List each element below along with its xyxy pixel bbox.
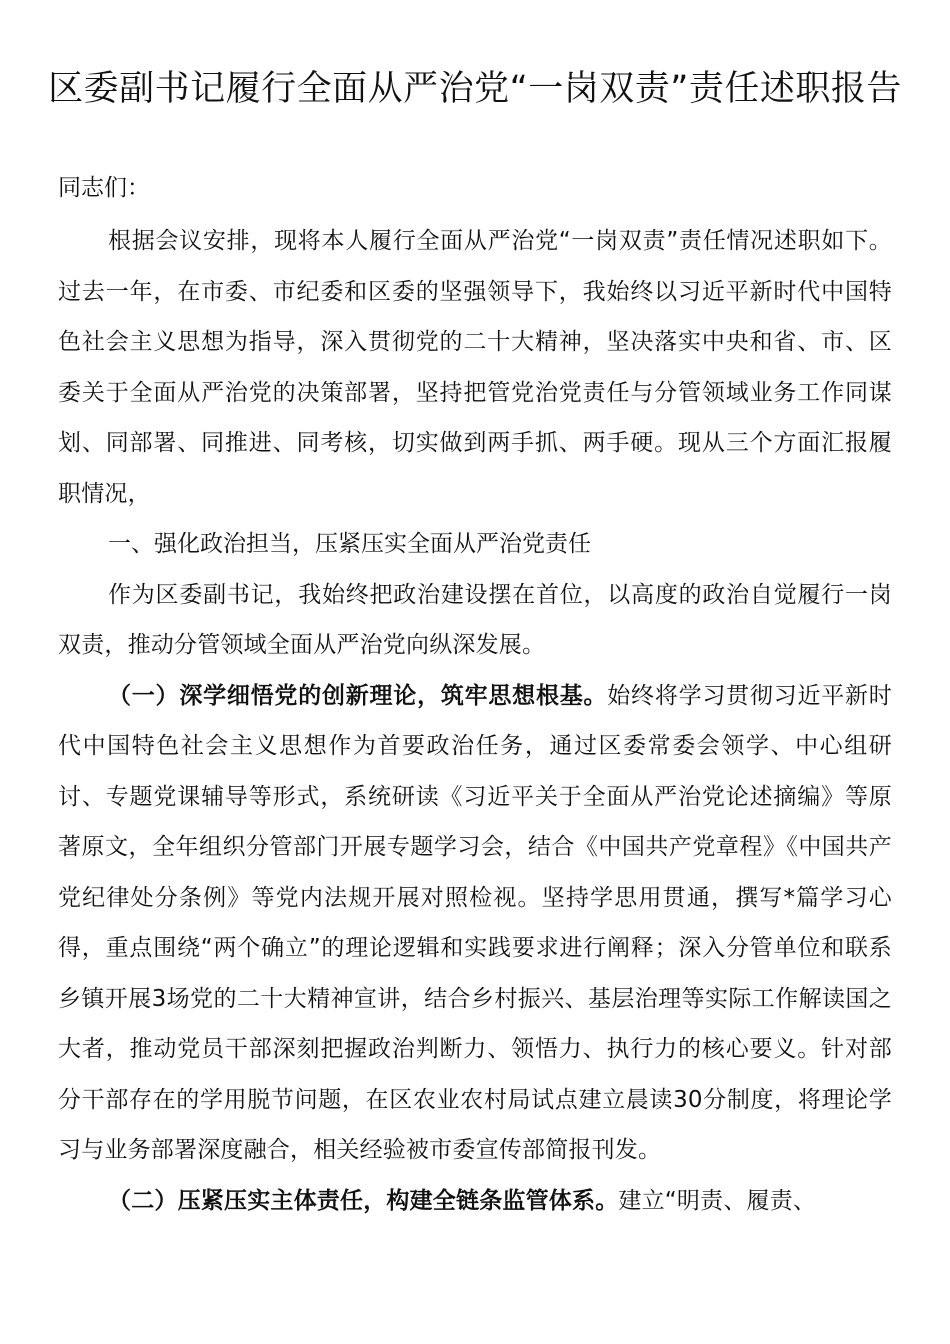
section-heading-1: 一、强化政治担当，压紧压实全面从严治党责任 [108, 531, 591, 557]
salutation: 同志们： [58, 175, 150, 201]
document-body [58, 216, 892, 1226]
paragraph-subsection-2 [58, 1176, 892, 1227]
paragraph-subsection-1 [58, 671, 892, 1176]
subsection-1-text: 始终将学习贯彻习近平新时代中国特色社会主义思想作为首要政治任务，通过区委常委会领学、中心组研讨、专题党课辅导等形式，系统研读《习近平关于全面从严治党论述摘编》等原著原文，全年组织分管部门开展专题学习会，结合《中国共产党章程》《中国共产党纪律处分条例》等党内法规开展对照检视。坚持学思用贯通，撰写*篇学习心得，重点围绕“两个确立”的理论逻辑和实践要求进行阐释；深入分管单位和联系乡镇开展3场党的二十大精神宣讲，结合乡村振兴、基层治理等实际工作解读国之大者，推动党员干部深刻把握政治判断力、领悟力、执行力的核心要义。针对部分干部存在的学用脱节问题，在区农业农村局试点建立晨读30分制度，将理论学习与业务部署深度融合，相关经验被市委宣传部简报刊发。 [58, 682, 893, 1163]
subsection-1-lead: （一）深学细悟党的创新理论，筑牢思想根基。 [108, 682, 608, 709]
paragraph-section-1-intro: 作为区委副书记，我始终把政治建设摆在首位，以高度的政治自觉履行一岗双责，推动分管领域全面从严治党向纵深发展。 [58, 581, 892, 658]
document-title: 区委副书记履行全面从严治党“一岗双责”责任述职报告 [48, 69, 902, 109]
subsection-2-lead: （二）压紧压实主体责任，构建全链条监管体系。 [108, 1187, 619, 1214]
paragraph-intro: 根据会议安排，现将本人履行全面从严治党“一岗双责”责任情况述职如下。过去一年，在市委、市纪委和区委的坚强领导下，我始终以习近平新时代中国特色社会主义思想为指导，深入贯彻党的二十大精神，坚决落实中央和省、市、区委关于全面从严治党的决策部署，坚持把管党治党责任与分管领域业务工作同谋划、同部署、同推进、同考核，切实做到两手抓、两手硬。现从三个方面汇报履职情况， [58, 228, 892, 507]
subsection-2-text: 建立“明责、履责、 [618, 1187, 817, 1214]
